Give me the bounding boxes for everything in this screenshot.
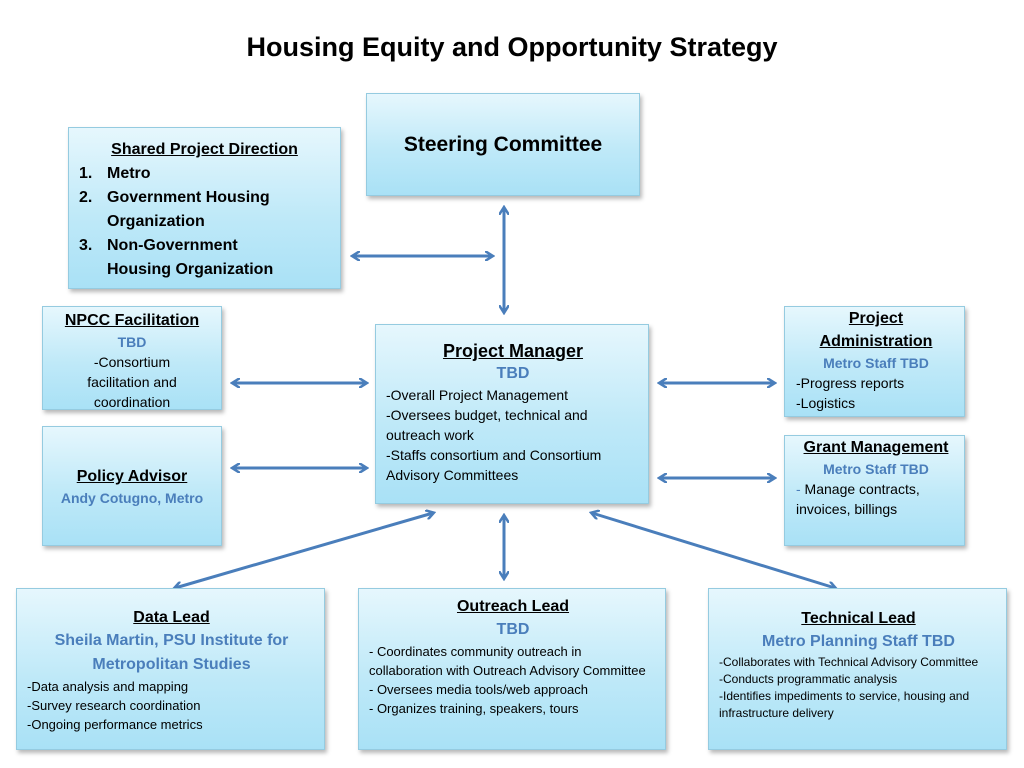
outreach-line: - Organizes training, speakers, tours: [369, 701, 579, 716]
npcc-person: TBD: [117, 334, 147, 350]
project-manager-box: [375, 324, 649, 504]
page-title: Housing Equity and Opportunity Strategy: [246, 32, 778, 62]
list-item: 2. Government Housing Organization: [79, 189, 270, 230]
technical-person: Metro Planning Staff TBD: [762, 633, 955, 650]
data-heading: Data Lead: [133, 609, 210, 626]
outreach-person: TBD: [496, 621, 530, 638]
outreach-line: - Oversees media tools/web approach: [369, 682, 588, 697]
pm-line: -Oversees budget, technical and outreach work: [386, 407, 588, 443]
pm-person: TBD: [496, 365, 530, 382]
data-person: Sheila Martin, PSU Institute for Metropolitan Studies: [54, 632, 289, 673]
technical-heading: Technical Lead: [801, 610, 916, 627]
admin-line: -Logistics: [796, 395, 856, 411]
project-administration-box: [784, 306, 965, 417]
admin-heading: Project Administration: [819, 310, 933, 350]
pm-line: -Overall Project Management: [386, 387, 569, 403]
npcc-facilitation-box: [42, 306, 222, 410]
shared-direction-heading: Shared Project Direction: [111, 141, 298, 158]
outreach-lead-box: [358, 588, 666, 750]
pm-heading: Project Manager: [442, 341, 584, 361]
grant-description: Manage contracts, invoices, billings: [796, 481, 920, 517]
admin-line: -Progress reports: [796, 375, 905, 391]
data-line: -Data analysis and mapping: [27, 679, 189, 694]
data-line: -Ongoing performance metrics: [27, 717, 203, 732]
grant-dash: -: [796, 481, 801, 497]
list-item: 1. Metro: [79, 165, 151, 182]
steering-committee-label: Steering Committee: [403, 133, 603, 156]
npcc-heading: NPCC Facilitation: [64, 312, 200, 329]
grant-management-box: [784, 435, 965, 546]
list-item: 3. Non-Government Housing Organization: [79, 237, 274, 278]
steering-committee-box: [366, 93, 640, 196]
technical-line: -Identifies impediments to service, housing and infrastructure delivery: [719, 689, 970, 720]
grant-heading: Grant Management: [803, 439, 949, 456]
outreach-line: - Coordinates community outreach in collaboration with Outreach Advisory Committee: [369, 644, 646, 678]
policy-advisor-box: [42, 426, 222, 546]
policy-heading: Policy Advisor: [76, 468, 188, 485]
pm-line: -Staffs consortium and Consortium Advisory Committees: [386, 447, 602, 483]
grant-person: Metro Staff TBD: [823, 461, 929, 477]
technical-lead-box: [708, 588, 1007, 750]
technical-line: -Conducts programmatic analysis: [719, 672, 898, 686]
technical-line: -Collaborates with Technical Advisory Committee: [719, 655, 979, 669]
admin-person: Metro Staff TBD: [823, 355, 929, 371]
shared-direction-list: [69, 162, 340, 282]
data-line: -Survey research coordination: [27, 698, 201, 713]
shared-direction-box: [68, 127, 341, 289]
data-lead-box: [16, 588, 325, 750]
outreach-heading: Outreach Lead: [456, 598, 570, 615]
policy-person: Andy Cotugno, Metro: [60, 490, 204, 506]
npcc-description: -Consortium facilitation and coordination: [87, 354, 177, 410]
